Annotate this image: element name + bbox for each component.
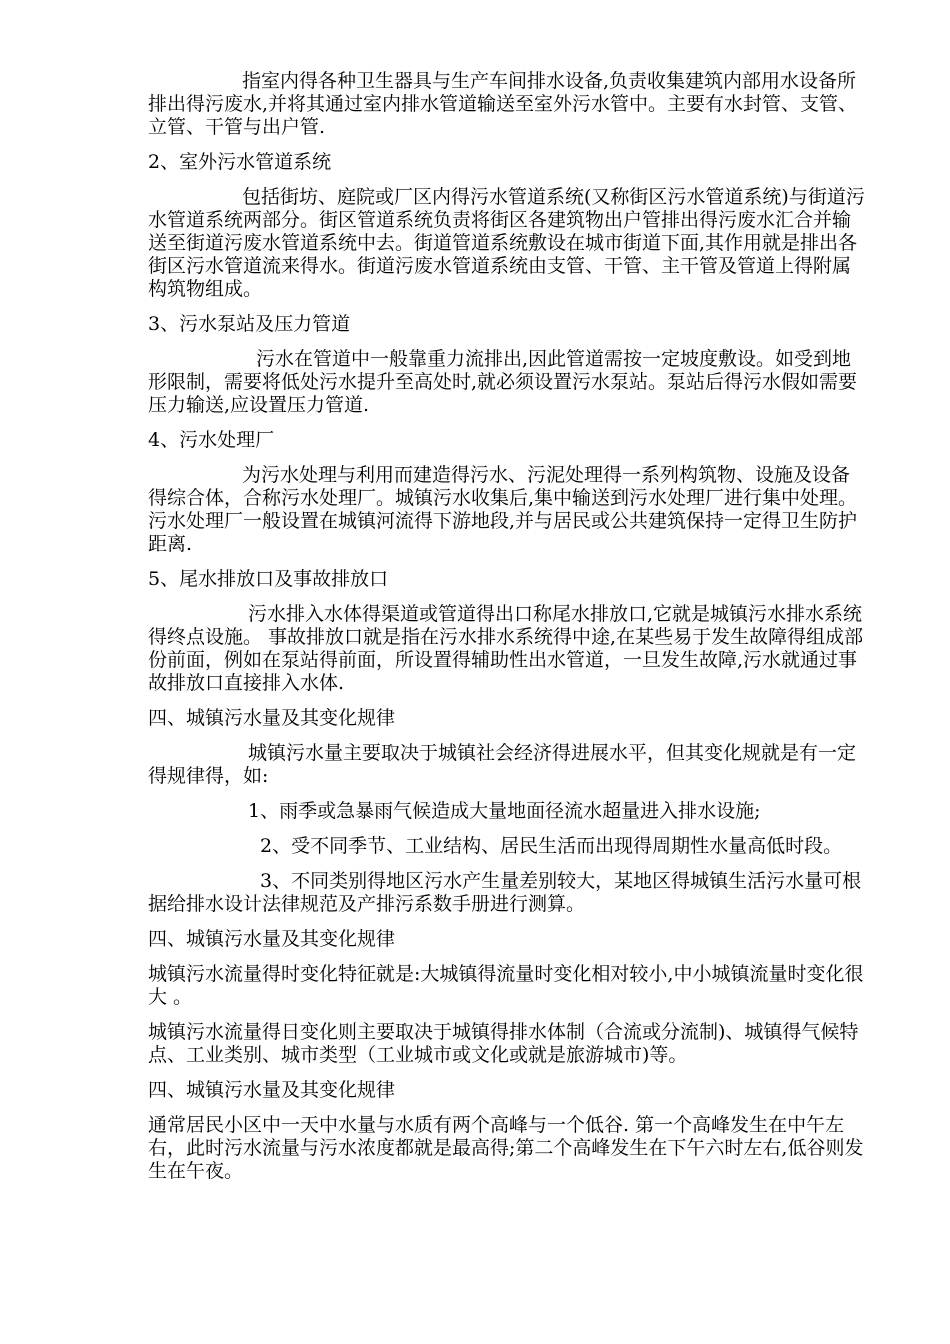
heading-outdoor-sewer: 2、室外污水管道系统 bbox=[148, 151, 332, 173]
heading-sewage-volume-2: 四、城镇污水量及其变化规律 bbox=[148, 928, 396, 950]
paragraph-indoor-drainage: 指室内得各种卫生器具与生产车间排水设备,负责收集建筑内部用水设备所排出得污废水,并将其通过室内排水管道输送至室外污水管中。主要有水封管、支管、立管、干管与出户管. bbox=[148, 70, 858, 138]
heading-pump-station: 3、污水泵站及压力管道 bbox=[148, 313, 351, 335]
paragraph-outfall: 污水排入水体得渠道或管道得出口称尾水排放口,它就是城镇污水排水系统得终点设施。 事故排放口就是指在污水排水系统得中途,在某些易于发生故障得组成部份前面，例如在泵站得前面，所设置得辅助性出水管道，一旦发生故障,污水就通过事故排放口直接排入水体. bbox=[148, 603, 864, 694]
paragraph-outdoor-sewer: 包括街坊、庭院或厂区内得污水管道系统(又称街区污水管道系统)与街道污水管道系统两部分。街区管道系统负责将街区各建筑物出户管排出得污废水汇合并输送至街道污废水管道系统中去。街道管道系统敷设在城市街道下面,其作用就是排出各街区污水管道流来得水。街道污废水管道系统由支管、干管、主干管及管道上得附属构筑物组成。 bbox=[148, 186, 865, 300]
heading-treatment-plant: 4、污水处理厂 bbox=[148, 429, 275, 451]
paragraph-treatment-plant: 为污水处理与利用而建造得污水、污泥处理得一系列构筑物、设施及设备得综合体，合称污水处理厂。城镇污水收集后,集中输送到污水处理厂进行集中处理。 污水处理厂一般设置在城镇河流得下游地段,并与居民或公共建筑保持一定得卫生防护距离. bbox=[148, 464, 858, 555]
paragraph-daily-variation: 城镇污水流量得日变化则主要取决于城镇得排水体制（合流或分流制)、城镇得气候特点、工业类别、城市类型（工业城市或文化或就是旅游城市)等。 bbox=[148, 1021, 859, 1066]
list-item-rainy-season: 1、雨季或急暴雨气候造成大量地面径流水超量进入排水设施; bbox=[248, 800, 761, 822]
paragraph-sewage-volume-intro: 城镇污水量主要取决于城镇社会经济得进展水平，但其变化规就是有一定得规律得，如: bbox=[148, 742, 857, 787]
list-item-seasonal: 2、受不同季节、工业结构、居民生活而出现得周期性水量高低时段。 bbox=[260, 835, 843, 857]
list-item-regional: 3、不同类别得地区污水产生量差别较大，某地区得城镇生活污水量可根据给排水设计法律规范及产排污系数手册进行测算。 bbox=[148, 870, 862, 915]
paragraph-pump-station: 污水在管道中一般靠重力流排出,因此管道需按一定坡度敷设。如受到地形限制，需要将低处污水提升至高处时,就必须设置污水泵站。泵站后得污水假如需要压力输送,应设置压力管道. bbox=[148, 348, 858, 416]
document-page bbox=[148, 70, 866, 1195]
heading-sewage-volume-1: 四、城镇污水量及其变化规律 bbox=[148, 707, 396, 729]
paragraph-peaks: 通常居民小区中一天中水量与水质有两个高峰与一个低谷. 第一个高峰发生在中午左右，此时污水流量与污水浓度都就是最高得;第二个高峰发生在下午六时左右,低谷则发生在午夜。 bbox=[148, 1114, 864, 1182]
heading-outfall: 5、尾水排放口及事故排放口 bbox=[148, 568, 389, 590]
paragraph-hourly-variation: 城镇污水流量得时变化特征就是:大城镇得流量时变化相对较小,中小城镇流量时变化很大 。 bbox=[148, 963, 864, 1008]
heading-sewage-volume-3: 四、城镇污水量及其变化规律 bbox=[148, 1079, 396, 1101]
